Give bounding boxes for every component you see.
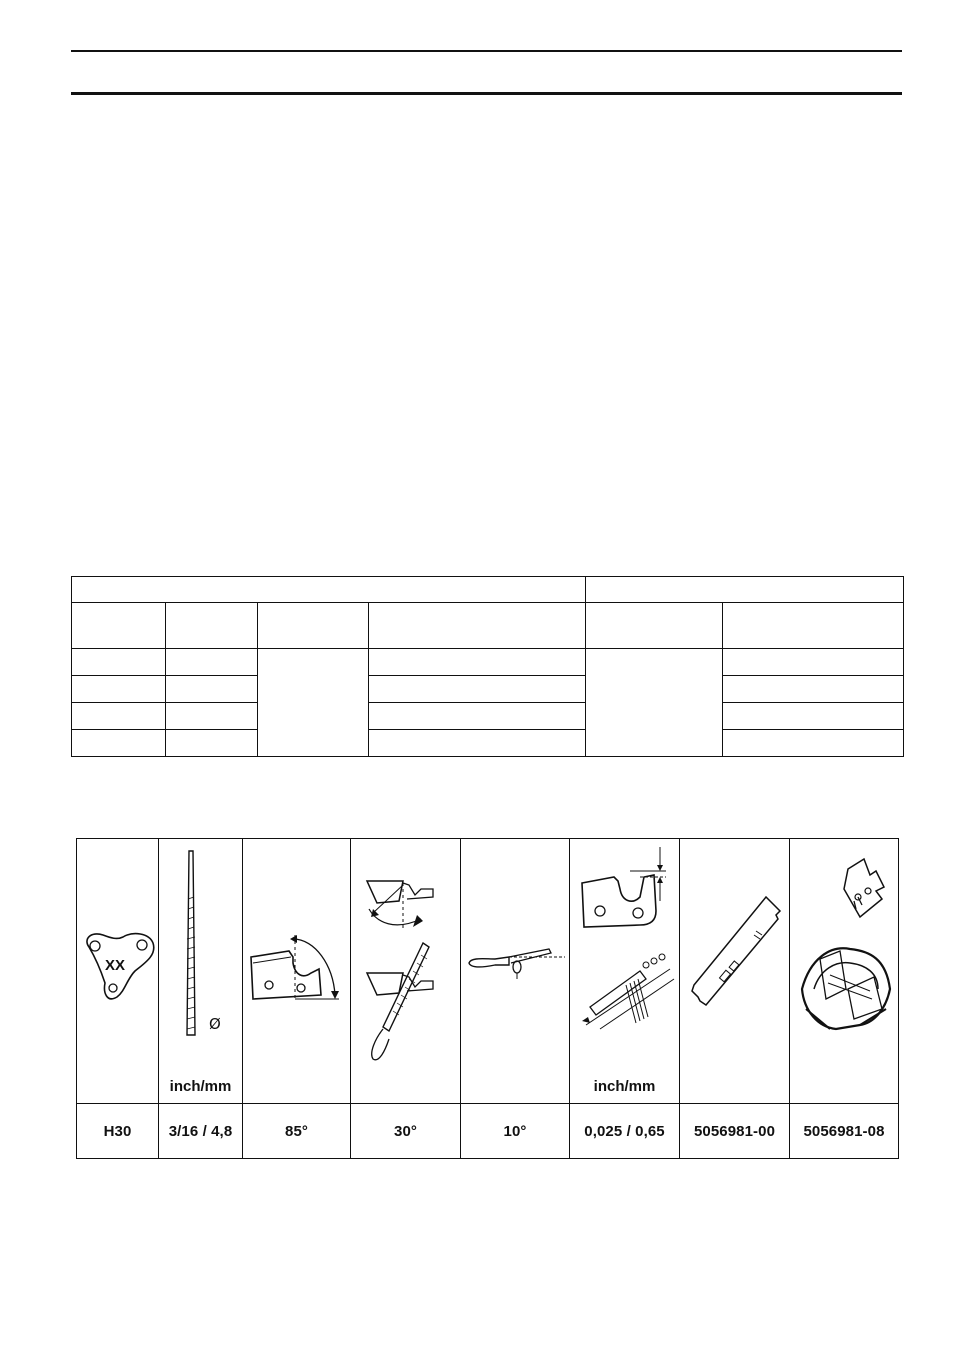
- spec-header-cell: [369, 603, 586, 649]
- spec-header-cell: [72, 603, 166, 649]
- filing-angle-icon: [351, 839, 461, 1103]
- spec-header-cell: [258, 603, 369, 649]
- sharpening-table: [76, 838, 899, 1159]
- depth-gauge-unit-label: inch/mm: [593, 1078, 656, 1095]
- top-plate-angle-illustration-cell: [243, 839, 351, 1104]
- round-file-icon: [159, 839, 243, 1103]
- spec-header-cell: [166, 603, 258, 649]
- spec-cell: [72, 703, 166, 730]
- spec-column-header-row: [72, 603, 904, 649]
- cutter-code-label: XX: [104, 957, 126, 974]
- spec-cell: [369, 703, 586, 730]
- file-diameter-illustration-cell: [159, 839, 243, 1104]
- depth-gauge-icon: [570, 839, 680, 1103]
- filing-gauge-illustration-cell: [680, 839, 790, 1104]
- file-tilt-angle-value: 10°: [461, 1104, 570, 1159]
- depth-gauge-setting-value: 0,025 / 0,65: [570, 1104, 680, 1159]
- spec-cell: [166, 703, 258, 730]
- chain-specification-table: [71, 576, 904, 757]
- spec-cell: [723, 649, 904, 676]
- spec-cell: [72, 676, 166, 703]
- spec-row: [72, 649, 904, 676]
- depth-gauge-tool-part-number: 5056981-08: [790, 1104, 899, 1159]
- filing-angle-illustration-cell: [351, 839, 461, 1104]
- filing-gauge-icon: [680, 839, 790, 1103]
- cutter-marking-icon: [77, 839, 159, 1103]
- spec-header-cell: [723, 603, 904, 649]
- diameter-symbol: Ø: [209, 1015, 221, 1033]
- spec-row: [72, 703, 904, 730]
- spec-cell: [723, 703, 904, 730]
- spec-cell: [72, 730, 166, 757]
- spec-cell: [723, 730, 904, 757]
- depth-gauge-tool-icon: [790, 839, 899, 1103]
- depth-gauge-tool-illustration-cell: [790, 839, 899, 1104]
- spec-cell: [369, 676, 586, 703]
- depth-gauge-illustration-cell: [570, 839, 680, 1104]
- value-row: [77, 1104, 899, 1159]
- spec-cell: [723, 676, 904, 703]
- cutter-marking-illustration-cell: [77, 839, 159, 1104]
- spec-cell: [166, 730, 258, 757]
- spec-cell: [166, 649, 258, 676]
- spec-row: [72, 730, 904, 757]
- file-diameter-value: 3/16 / 4,8: [159, 1104, 243, 1159]
- spec-cell: [369, 649, 586, 676]
- file-diameter-unit-label: inch/mm: [169, 1078, 232, 1095]
- spec-group-header-row: [72, 577, 904, 603]
- cutter-marking-value: H30: [77, 1104, 159, 1159]
- spec-merged-cell: [258, 649, 369, 757]
- spec-cell: [72, 649, 166, 676]
- spec-header-cell: [586, 603, 723, 649]
- file-tilt-angle-icon: [461, 839, 571, 1103]
- spec-group-cell: [72, 577, 586, 603]
- spec-merged-cell: [586, 649, 723, 757]
- header-rule-top: [71, 50, 902, 52]
- filing-angle-value: 30°: [351, 1104, 461, 1159]
- spec-cell: [166, 676, 258, 703]
- illustration-row: [77, 839, 899, 1104]
- header-rule-bottom: [71, 92, 902, 95]
- spec-group-cell: [586, 577, 904, 603]
- top-plate-angle-icon: [243, 839, 351, 1103]
- spec-cell: [369, 730, 586, 757]
- top-plate-angle-value: 85°: [243, 1104, 351, 1159]
- spec-row: [72, 676, 904, 703]
- file-tilt-angle-illustration-cell: [461, 839, 570, 1104]
- filing-gauge-part-number: 5056981-00: [680, 1104, 790, 1159]
